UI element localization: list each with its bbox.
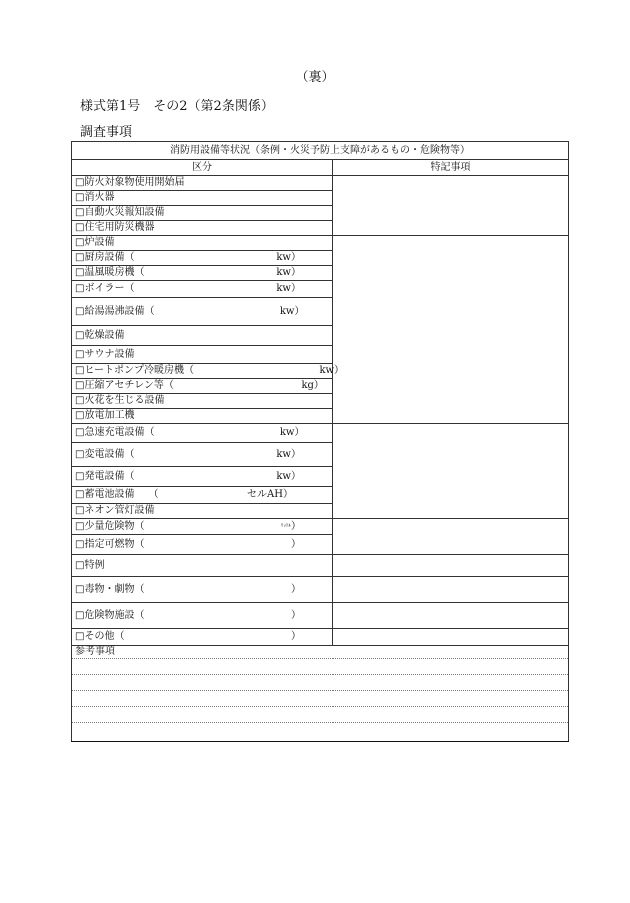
item-water-heater[interactable]: □給湯湯沸設備（ kw） xyxy=(72,298,333,326)
item-storage-battery[interactable]: □蓄電池設備 （ セルAH） xyxy=(72,487,333,504)
header-category: 区分 xyxy=(72,160,333,176)
notes-cell[interactable] xyxy=(333,555,569,577)
notes-cell[interactable] xyxy=(333,176,569,236)
item-warm-air-heater[interactable]: □温風暖房機（ kw） xyxy=(72,266,333,281)
reference-line[interactable] xyxy=(72,723,569,742)
item-special-case[interactable]: □特例 xyxy=(72,555,333,577)
item-fire-use-notice[interactable]: □防火対象物使用開始届 xyxy=(72,176,333,191)
reference-line[interactable] xyxy=(72,659,569,675)
item-sauna[interactable]: □サウナ設備 xyxy=(72,346,333,364)
item-hazmat-facility[interactable]: □危険物施設（ ） xyxy=(72,603,333,629)
item-spark-equipment[interactable]: □火花を生じる設備 xyxy=(72,394,333,409)
reference-line[interactable] xyxy=(72,691,569,707)
item-poisons[interactable]: □毒物・劇物（ ） xyxy=(72,577,333,603)
page-heading: （裏） xyxy=(295,70,335,85)
item-rapid-charger[interactable]: □急速充電設備（ kw） xyxy=(72,424,333,443)
item-kitchen[interactable]: □厨房設備（ kw） xyxy=(72,251,333,266)
item-other[interactable]: □その他（ ） xyxy=(72,629,333,646)
header-notes: 特記事項 xyxy=(333,160,569,176)
section-title: 調査事項 xyxy=(80,125,133,140)
form-code: 様式第1号 その2（第2条関係） xyxy=(80,99,274,114)
notes-cell[interactable] xyxy=(333,577,569,603)
item-substation[interactable]: □変電設備（ kw） xyxy=(72,443,333,467)
notes-cell[interactable] xyxy=(333,424,569,519)
survey-table xyxy=(71,141,569,742)
notes-cell[interactable] xyxy=(333,236,569,424)
item-furnace[interactable]: □炉設備 xyxy=(72,236,333,251)
item-auto-fire-alarm[interactable]: □自動火災報知設備 xyxy=(72,206,333,221)
item-extinguisher[interactable]: □消火器 xyxy=(72,191,333,206)
notes-cell[interactable] xyxy=(333,519,569,555)
table-title: 消防用設備等状況（条例・火災予防上支障があるもの・危険物等） xyxy=(72,142,569,160)
notes-cell[interactable] xyxy=(333,629,569,646)
item-acetylene[interactable]: □圧縮アセチレン等（ kg） xyxy=(72,379,333,394)
reference-label: 参考事項 xyxy=(72,646,569,659)
item-boiler[interactable]: □ボイラー（ kw） xyxy=(72,281,333,298)
item-heat-pump[interactable]: □ヒートポンプ冷暖房機（ kw） xyxy=(72,364,333,379)
item-edm[interactable]: □放電加工機 xyxy=(72,409,333,424)
item-home-disaster-device[interactable]: □住宅用防災機器 xyxy=(72,221,333,236)
item-small-hazmat[interactable]: □少量危険物（ ﾘｯﾄﾙ ） xyxy=(72,519,333,535)
reference-line[interactable] xyxy=(72,675,569,691)
reference-line[interactable] xyxy=(72,707,569,723)
item-designated-combustibles[interactable]: □指定可燃物（ ） xyxy=(72,535,333,555)
item-dryer[interactable]: □乾燥設備 xyxy=(72,326,333,346)
notes-cell[interactable] xyxy=(333,603,569,629)
item-generator[interactable]: □発電設備（ kw） xyxy=(72,467,333,487)
item-neon[interactable]: □ネオン管灯設備 xyxy=(72,504,333,519)
